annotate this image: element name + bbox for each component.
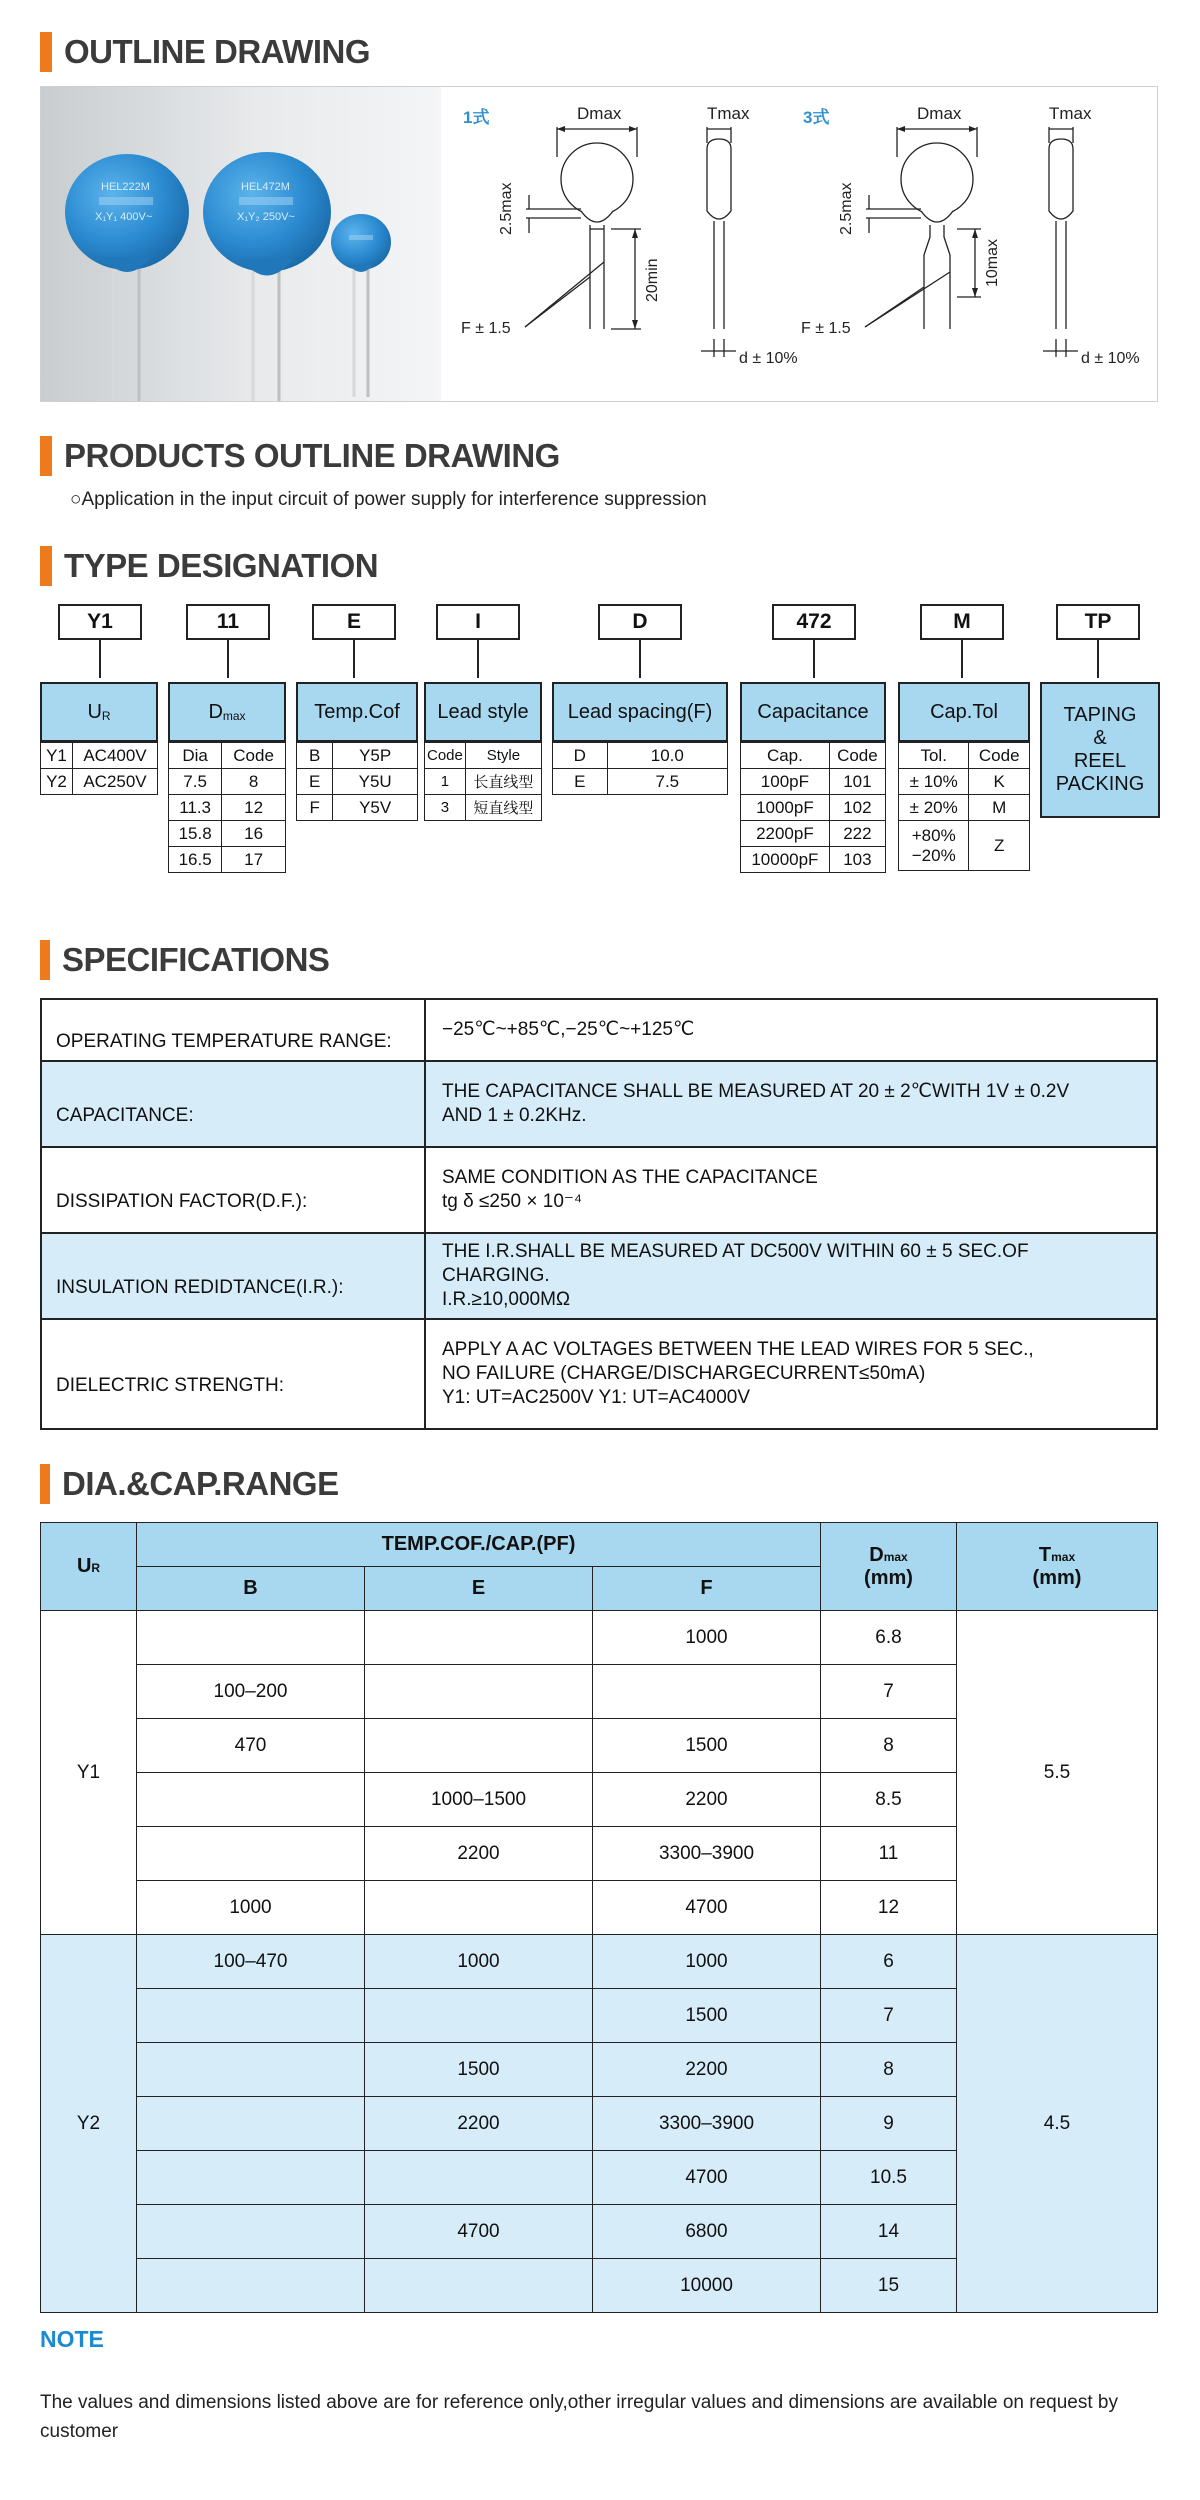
table-cell: 1000 [137,1881,365,1935]
spec-value [425,1319,1157,1429]
spec-line: THE CAPACITANCE SHALL BE MEASURED AT 20 ± 2℃WITH 1V ± 0.2V [442,1081,1070,1102]
table-row [741,743,886,769]
table-cell: 1 [425,769,466,795]
capacitor-photo [41,87,441,401]
table-cell: 1500 [593,1989,821,2043]
table-cell [137,1827,365,1881]
table-cell: 8 [821,2043,957,2097]
header-dmax-sub: max [883,1549,908,1564]
table-cell: 16 [222,821,286,847]
header-e: E [365,1567,593,1611]
connector-line [813,640,815,678]
spec-value [425,1061,1157,1147]
code-box-tp: TP [1056,604,1140,640]
table-cell [365,2259,593,2313]
temp-header: Temp.Cof [296,682,418,742]
table-cell: Y5P [333,743,418,769]
dia-cap-range-table [40,1522,1158,2313]
table-cell: 15.8 [169,821,222,847]
spec-line: tg δ ≤250 × 10⁻⁴ [442,1191,583,1212]
table-cell [137,2205,365,2259]
table-row [741,795,886,821]
table-cell: 6.8 [821,1611,957,1665]
table-cell: 3300–3900 [593,1827,821,1881]
table-cell [365,1989,593,2043]
table-row [553,743,728,769]
table-cell: 1000–1500 [365,1773,593,1827]
table-cell [137,2097,365,2151]
table-cell: 7.5 [607,769,727,795]
tmax-label: Tmax [707,104,750,123]
table-cell: 12 [222,795,286,821]
dimension-drawing-graphic [441,87,1157,401]
temp-table [296,742,418,821]
connector-line [1097,640,1099,678]
title-accent-bar [40,940,50,980]
table-row [41,1061,1157,1147]
capacitor-photo-graphic [41,87,441,401]
table-row [297,795,418,821]
table-row [899,821,1030,871]
table-cell: AC400V [73,743,158,769]
title-accent-bar [40,32,52,72]
table-row [41,1147,1157,1233]
table-cell: 3300–3900 [593,2097,821,2151]
table-cell: 2200pF [741,821,830,847]
table-row [169,821,286,847]
table-cell: 4700 [365,2205,593,2259]
connector-line [227,640,229,678]
table-cell: Code [969,743,1030,769]
code-box-ur: Y1 [58,604,142,640]
spec-line: −25℃~+85℃,−25℃~+125℃ [442,1019,695,1040]
table-row [425,769,542,795]
header-dmax-unit: (mm) [864,1566,913,1589]
table-cell: 7 [821,1989,957,2043]
table-cell [137,2259,365,2313]
tmax-cell: 5.5 [957,1611,1158,1935]
height-label-3: 2.5max [838,182,855,235]
connector-line [99,640,101,678]
table-cell [365,1611,593,1665]
ur-cell: Y1 [41,1611,137,1935]
table-cell: 102 [829,795,885,821]
lead-length-label-3: 10max [984,238,1001,287]
table-row [297,769,418,795]
table-cell [365,1719,593,1773]
header-b: B [137,1567,365,1611]
tmax-label-3: Tmax [1049,104,1092,123]
lead-dia-label-3: d ± 10% [1081,350,1140,367]
svg-text:X₁Y₂ 250V~: X₁Y₂ 250V~ [237,211,295,223]
connector-line [639,640,641,678]
taping-line: PACKING [1055,773,1145,795]
table-cell: Style [465,743,541,769]
table-cell: M [969,795,1030,821]
table-cell: 1000 [593,1611,821,1665]
table-cell: 8 [821,1719,957,1773]
code-box-tol: M [920,604,1004,640]
table-header-row [41,1523,1158,1567]
spec-key: DISSIPATION FACTOR(D.F.): [41,1147,425,1233]
lead-length-label: 20min [644,258,661,302]
lead-spacing-label-3: F ± 1.5 [801,320,851,337]
svg-text:HEL472M: HEL472M [241,181,290,193]
dmax-header [168,682,286,742]
table-cell: ± 20% [899,795,969,821]
table-row [899,795,1030,821]
spec-line: AND 1 ± 0.2KHz. [442,1105,587,1126]
lead-dia-label: d ± 10% [739,350,798,367]
ur-header-text: U [87,700,102,723]
code-box-temp: E [312,604,396,640]
header-tmax-sub: max [1051,1549,1076,1564]
header-ur [41,1523,137,1611]
connector-line [477,640,479,678]
table-cell [365,1881,593,1935]
table-cell: 2200 [593,2043,821,2097]
height-label: 2.5max [498,182,515,235]
ur-header-sub: R [101,709,111,723]
table-cell: 2200 [593,1773,821,1827]
table-cell: 1000 [593,1935,821,1989]
table-cell: AC250V [73,769,158,795]
tol-z-plus: +80% [911,825,956,845]
table-cell: Y5U [333,769,418,795]
table-row [425,795,542,821]
table-cell: 3 [425,795,466,821]
table-cell: 长直线型 [465,769,541,795]
style-3-label: 3式 [803,108,830,127]
table-cell: 7 [821,1665,957,1719]
table-cell: 2200 [365,2097,593,2151]
table-cell: 12 [821,1881,957,1935]
table-cell: K [969,769,1030,795]
table-cell: 15 [821,2259,957,2313]
code-box-lead-style: I [436,604,520,640]
table-cell [137,2151,365,2205]
spec-line: THE I.R.SHALL BE MEASURED AT DC500V WITHIN 60 ± 5 SEC.OF CHARGING. [442,1241,1029,1286]
table-cell: 100pF [741,769,830,795]
dmax-table [168,742,286,873]
spec-value [425,1233,1157,1319]
table-row [741,769,886,795]
svg-text:X₁Y₁ 400V~: X₁Y₁ 400V~ [95,211,153,223]
table-row [41,1611,1158,1665]
table-row [41,1233,1157,1319]
dmax-label-3: Dmax [917,104,962,123]
table-cell: ± 10% [899,769,969,795]
specifications-table [40,998,1158,1430]
header-ur-sub: R [91,1561,101,1575]
table-row [741,847,886,873]
table-row [553,769,728,795]
code-box-lead-spacing: D [598,604,682,640]
table-cell: B [297,743,333,769]
spec-key: DIELECTRIC STRENGTH: [41,1319,425,1429]
lead-spacing-header: Lead spacing(F) [552,682,728,742]
lead-style-table [424,742,542,821]
dmax-header-sub: max [222,709,246,723]
ur-table [40,742,158,795]
section-title-text: SPECIFICATIONS [62,941,330,978]
header-dmax-text: D [869,1543,884,1566]
cap-tol-header: Cap.Tol [898,682,1030,742]
dimension-drawing [441,87,1157,401]
table-cell: Code [829,743,885,769]
section-title-text: TYPE DESIGNATION [64,547,379,584]
lead-spacing-table [552,742,728,795]
table-row [169,769,286,795]
table-cell: 1500 [365,2043,593,2097]
connector-line [961,640,963,678]
section-title-text: PRODUCTS OUTLINE DRAWING [64,437,560,474]
taping-line: & [1093,727,1107,749]
dmax-label: Dmax [577,104,622,123]
table-cell: 4700 [593,1881,821,1935]
table-cell: 10000 [593,2259,821,2313]
section-title-text: OUTLINE DRAWING [64,33,370,70]
table-cell: 103 [829,847,885,873]
table-cell [365,1665,593,1719]
table-row [41,999,1157,1061]
tol-z-minus: −20% [911,845,956,865]
note-text: The values and dimensions listed above are for reference only,other irregular values and dimensions are available on request by customer [40,2392,1118,2442]
taping-line: TAPING [1063,704,1137,726]
style-1-label: 1式 [463,108,490,127]
application-note: ○Application in the input circuit of power supply for interference suppression [70,489,707,510]
header-f: F [593,1567,821,1611]
table-cell [365,2151,593,2205]
table-row [41,769,158,795]
table-cell: 1500 [593,1719,821,1773]
table-row [741,821,886,847]
outline-drawing-panel [40,86,1158,402]
table-cell: 470 [137,1719,365,1773]
spec-value [425,1147,1157,1233]
connector-line [353,640,355,678]
title-accent-bar [40,1464,50,1504]
table-cell: 11.3 [169,795,222,821]
spec-line: SAME CONDITION AS THE CAPACITANCE [442,1167,818,1188]
table-cell: 短直线型 [465,795,541,821]
table-cell: 16.5 [169,847,222,873]
table-cell: 9 [821,2097,957,2151]
table-cell: 8 [222,769,286,795]
table-cell: 10.0 [607,743,727,769]
spec-value [425,999,1157,1061]
table-cell: Code [425,743,466,769]
taping-line: REEL [1073,750,1127,772]
lead-spacing-label: F ± 1.5 [461,320,511,337]
table-cell: 10.5 [821,2151,957,2205]
table-cell: 7.5 [169,769,222,795]
capacitance-header: Capacitance [740,682,886,742]
section-title-products [40,434,560,478]
table-row [425,743,542,769]
lead-style-header: Lead style [424,682,542,742]
table-cell: 10000pF [741,847,830,873]
spec-key: INSULATION REDIDTANCE(I.R.): [41,1233,425,1319]
table-cell: 6800 [593,2205,821,2259]
spec-line: Y1: UT=AC2500V Y1: UT=AC4000V [442,1387,751,1408]
table-cell: 100–200 [137,1665,365,1719]
table-cell [899,821,969,871]
section-title-type [40,544,378,588]
header-dmax [821,1523,957,1611]
title-accent-bar [40,546,52,586]
table-cell: 1000pF [741,795,830,821]
tmax-cell: 4.5 [957,1935,1158,2313]
header-tmax [957,1523,1158,1611]
code-box-dmax: 11 [186,604,270,640]
table-cell: Y5V [333,795,418,821]
table-cell: 11 [821,1827,957,1881]
table-row [169,743,286,769]
header-ur-text: U [76,1555,92,1577]
table-cell: Y1 [41,743,73,769]
table-cell: 14 [821,2205,957,2259]
table-cell [137,1611,365,1665]
taping-reel-box [1040,682,1160,818]
ur-header [40,682,158,742]
table-cell: Z [969,821,1030,871]
table-row [169,795,286,821]
ur-cell: Y2 [41,1935,137,2313]
table-cell: 4700 [593,2151,821,2205]
table-cell [137,2043,365,2097]
spec-line: I.R.≥10,000MΩ [442,1289,571,1310]
table-cell: F [297,795,333,821]
table-cell: Y2 [41,769,73,795]
spec-line: APPLY A AC VOLTAGES BETWEEN THE LEAD WIRES FOR 5 SEC., [442,1339,1034,1360]
table-cell: Tol. [899,743,969,769]
note-label: NOTE [40,2326,104,2352]
table-row [899,769,1030,795]
code-box-capacitance: 472 [772,604,856,640]
table-cell: Cap. [741,743,830,769]
range-table-body [41,1611,1158,2313]
table-row [169,847,286,873]
table-cell: 101 [829,769,885,795]
title-accent-bar [40,436,52,476]
table-cell [137,1989,365,2043]
table-cell: 8.5 [821,1773,957,1827]
cap-tol-table [898,742,1030,871]
table-cell: 2200 [365,1827,593,1881]
table-row [41,1935,1158,1989]
header-temp: TEMP.COF./CAP.(PF) [137,1523,821,1567]
table-cell [593,1665,821,1719]
table-cell: 100–470 [137,1935,365,1989]
capacitance-table [740,742,886,873]
table-cell: 6 [821,1935,957,1989]
table-row [41,1319,1157,1429]
table-cell [137,1773,365,1827]
spec-key: OPERATING TEMPERATURE RANGE: [41,999,425,1061]
spec-key: CAPACITANCE: [41,1061,425,1147]
table-cell: E [553,769,608,795]
spec-line: NO FAILURE (CHARGE/DISCHARGECURRENT≤50mA) [442,1363,926,1384]
header-tmax-text: T [1038,1543,1052,1566]
table-row [41,743,158,769]
header-tmax-unit: (mm) [1032,1566,1082,1589]
section-title-range [40,1462,339,1506]
table-cell: Dia [169,743,222,769]
table-cell: 222 [829,821,885,847]
table-cell: 17 [222,847,286,873]
table-cell: Code [222,743,286,769]
table-cell: D [553,743,608,769]
section-title-specs [40,938,329,982]
table-row [899,743,1030,769]
svg-text:HEL222M: HEL222M [101,181,150,193]
dmax-header-text: D [208,700,223,723]
section-title-text: DIA.&CAP.RANGE [62,1465,339,1502]
table-cell: E [297,769,333,795]
section-title-outline [40,30,370,74]
table-row [297,743,418,769]
table-cell: 1000 [365,1935,593,1989]
